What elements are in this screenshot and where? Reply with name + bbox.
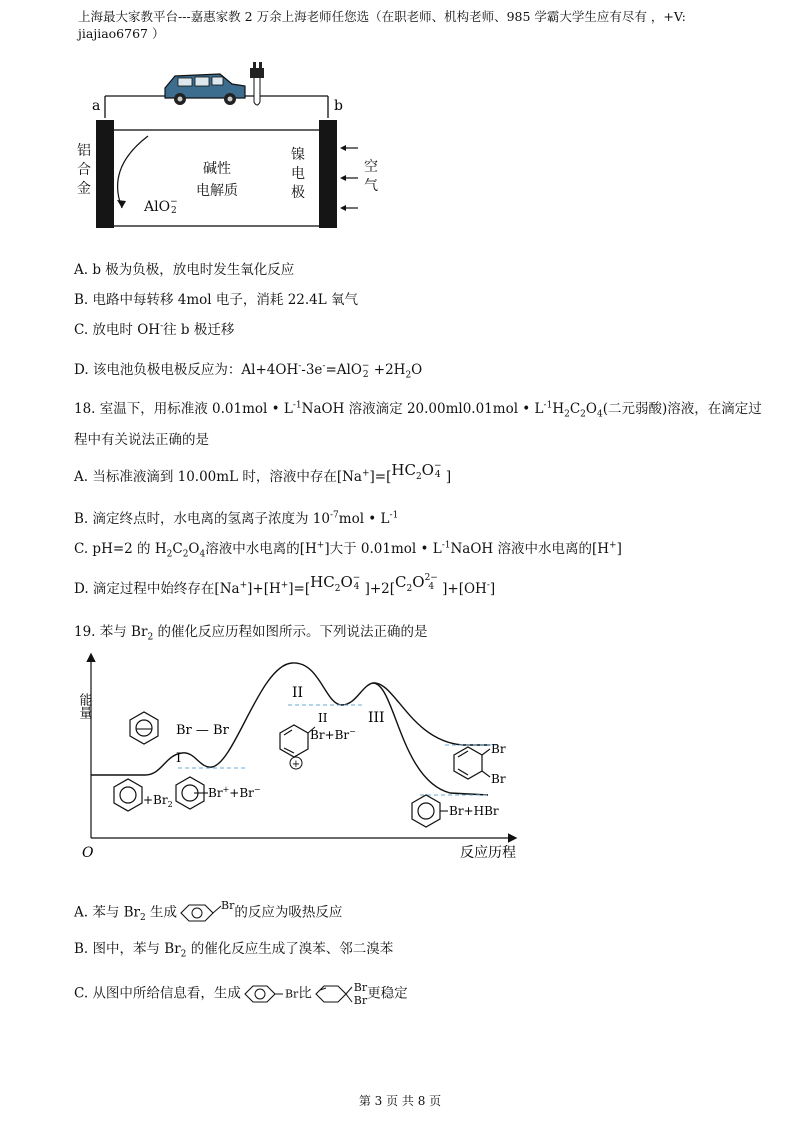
electrolyte-line-1: 碱性	[203, 161, 231, 177]
nickel-electrode	[319, 120, 337, 228]
reaction-coordinate-label: 反应历程	[460, 845, 516, 861]
battery-diagram	[70, 58, 410, 238]
dibromo-product-icon	[454, 747, 482, 779]
q18-option-b: B. 滴定终点时，水电离的氢离子浓度为 $10^{-7}mol$ • $L^{-1}$	[74, 510, 399, 527]
car-icon	[165, 74, 245, 105]
intermediate-1-label: Br++Br−	[208, 785, 261, 800]
aluminum-electrode	[96, 120, 114, 228]
state-i-label: I	[176, 751, 182, 766]
label-a: a	[92, 98, 101, 114]
nickel-electrode-label: 镍电极	[291, 147, 305, 201]
product-2-label: Br+HBr	[449, 804, 499, 818]
benzene-reactant-icon	[114, 779, 142, 811]
q19-option-b: B. 图中，苯与 $Br_2$ 的催化反应生成了溴苯、邻二溴苯	[74, 941, 394, 960]
aluminate-label: AlO − 2	[144, 197, 178, 216]
q17-option-a: A. b 极为负极，放电时发生氧化反应	[74, 262, 295, 278]
benzene-complex-icon	[130, 712, 158, 744]
q19-option-a: A. 苯与 $Br_2$ 生成 $^{Br}$的反应为吸热反应	[74, 898, 342, 928]
q19-option-c: C. 从图中所给信息看，生成 Br比 Br Br 更稳定	[74, 978, 408, 1010]
q17-option-b: B. 电路中每转移 4mol 电子，消耗 22.4L 氧气	[74, 292, 359, 308]
q18-option-a: A. 当标准液滴到 10.00mL 时，溶液中存在$[Na^+]=[HC_2O$ − 4 ]	[74, 461, 452, 485]
energy-profile-diagram	[70, 645, 540, 865]
air-label: 空气	[364, 159, 378, 194]
state-iii-label: III	[368, 710, 385, 726]
energy-curve-upper	[91, 663, 490, 775]
plug-icon	[250, 62, 264, 105]
header-line-1: 上海最大家教平台---嘉惠家教 2 万余上海老师任您选（在职老师、机构老师、985 学霸大学生应有尽有 ，+V:	[78, 9, 686, 24]
br-br-label: Br — Br	[176, 723, 229, 738]
positive-charge-sign: +	[291, 759, 301, 770]
page-header	[78, 8, 728, 42]
electrolyte-line-2: 电解质	[196, 183, 238, 199]
intermediate-2-label: Br+Br−	[310, 727, 356, 742]
header-line-2: jiajiao6767 ）	[78, 26, 165, 41]
bromobenzene-icon-c	[241, 979, 285, 1009]
q18-option-c: C. pH=2 的 $H_2C_2O_4$溶液中水电离的[H+]大于 0.01mol • $L^{-1}NaOH$ 溶液中水电离的[H+]	[74, 540, 622, 560]
bromobenzene-product-icon	[412, 795, 440, 827]
q18-option-d: D. 滴定过程中始终存在$[Na^+]+[H^+]=[HC_2O$ − 4 ]$+2[C_2O$ 2− 4 ]+[OH-]	[74, 573, 496, 597]
aluminum-alloy-label: 铝合金	[77, 143, 91, 197]
page-footer: 第 3 页 共 8 页	[358, 1094, 442, 1108]
q18-stem-line-2: 程中有关说法正确的是	[74, 432, 209, 448]
air-arrows	[340, 145, 358, 211]
q18-stem-line-1: 18. 室温下，用标准液 0.01mol • $L^{-1}NaOH$ 溶液滴定 20.00ml0.01mol • $L^{-1}H_2C_2O_4$(二元弱酸)溶液，在滴定过	[74, 400, 762, 420]
energy-curve-lower	[373, 683, 488, 795]
product-br-1: Br	[491, 742, 506, 756]
dibromo-icon-c	[312, 978, 354, 1010]
energy-axis-label: 能量	[76, 693, 92, 719]
q19-stem: 19. 苯与 $Br_2$ 的催化反应历程如图所示。下列说法正确的是	[74, 624, 428, 643]
q17-option-d: D. 该电池负极电极反应为：Al+4OH--3e-=AlO − 2 $+2H_2O$	[74, 360, 423, 381]
product-br-2: Br	[491, 772, 506, 786]
state-ii-label: II	[292, 685, 304, 701]
reactant-label: $+Br_2$	[143, 793, 173, 809]
label-b: b	[334, 98, 343, 114]
q17-option-c: C. 放电时 OH-往 b 极迁移	[74, 321, 235, 338]
state-ii-b-label: II	[318, 711, 328, 725]
arenium-ion-icon	[280, 725, 308, 757]
origin-label: O	[82, 845, 94, 861]
